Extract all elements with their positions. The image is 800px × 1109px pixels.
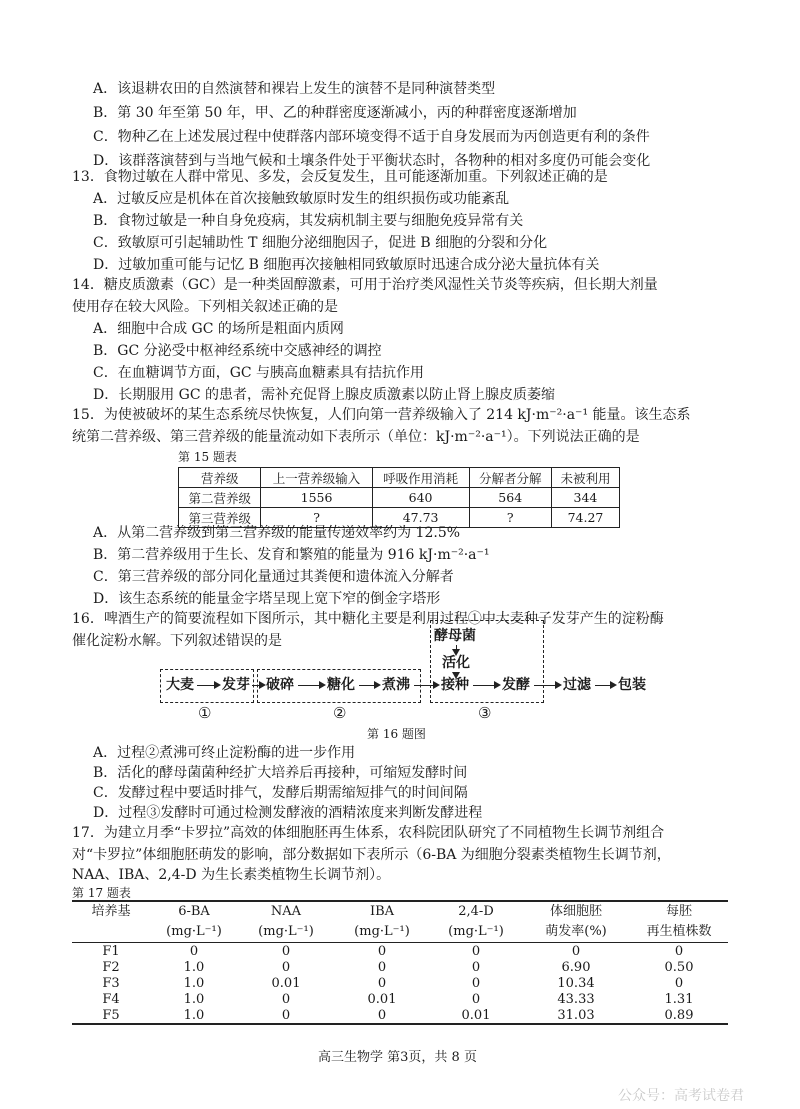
- q15-stem-line1: 15．为使被破坏的某生态系统尽快恢复，人们向第一营养级输入了 214 kJ·m⁻²·a⁻¹ 能量。该生态系: [72, 407, 691, 423]
- arrow-icon: [359, 685, 379, 686]
- table-cell: 47.73: [372, 508, 469, 528]
- q16-stem-line2: 催化淀粉水解。下列叙述错误的是: [72, 633, 282, 649]
- q17-stem-line2: 对“卡罗拉”体细胞胚萌发的影响，部分数据如下表所示（6-BA 为细胞分裂素类植物生长调节剂，: [72, 847, 671, 863]
- q17-stem-line3: NAA、IBA、2,4-D 为生长素类植物生长调节剂）。: [72, 867, 391, 883]
- flow-node-saccharify: 糖化: [327, 677, 355, 693]
- flow-node-package: 包装: [618, 677, 646, 693]
- flow-node-inoculate: 接种: [441, 677, 469, 693]
- q14-stem-line2: 使用存在较大风险。下列相关叙述正确的是: [72, 299, 338, 315]
- flow-node-yeast: 酵母菌: [434, 628, 476, 644]
- flow-node-crush: 破碎: [266, 677, 294, 693]
- table-cell: 344: [551, 488, 619, 508]
- table-cell: 31.03: [522, 1007, 630, 1024]
- table-cell: 0: [281, 991, 291, 1007]
- arrow-icon: [252, 685, 264, 686]
- table-row: [72, 1007, 728, 1024]
- flow-node-filter: 过滤: [563, 677, 591, 693]
- q13-stem: 13．食物过敏在人群中常见、多发，会反复发生，且可能逐渐加重。下列叙述正确的是: [72, 169, 608, 185]
- table-cell: F1: [102, 943, 120, 959]
- q12-option-c: C．物种乙在上述发展过程中使群落内部环境变得不适于自身发展而为丙创造更有利的条件: [93, 129, 650, 145]
- table-cell: 0: [377, 959, 387, 975]
- table-cell: 1556: [261, 488, 372, 508]
- table17-header-cell: (mg·L⁻¹): [150, 922, 238, 943]
- table-cell: 10.34: [557, 975, 595, 991]
- table-cell: F4: [102, 991, 120, 1007]
- table15: [178, 467, 620, 528]
- table17-header-cell: 每胚: [630, 901, 728, 922]
- table17-header-row: [72, 922, 728, 943]
- table17-header-cell: (mg·L⁻¹): [334, 922, 430, 943]
- q15-option-a: A．从第二营养级到第三营养级的能量传递效率约为 12.5%: [93, 525, 461, 541]
- table17-header-cell: 培养基: [72, 901, 150, 922]
- arrow-icon: [473, 685, 499, 686]
- table-cell: 0: [471, 959, 481, 975]
- table-cell: 0: [281, 943, 291, 959]
- arrow-icon: [534, 685, 560, 686]
- table-cell: 0: [471, 975, 481, 991]
- process-marker-1: ①: [198, 704, 212, 722]
- table-row: [72, 943, 728, 960]
- table15-caption: 第 15 题表: [178, 450, 237, 464]
- q16-option-a: A．过程②煮沸可终止淀粉酶的进一步作用: [93, 745, 356, 761]
- table-cell: 0: [571, 943, 581, 959]
- table-cell: 第二营养级: [179, 488, 261, 508]
- q16-option-d: D．过程③发酵时可通过检测发酵液的酒精浓度来判断发酵进程: [93, 805, 483, 821]
- q14-option-c: C．在血糖调节方面，GC 与胰高血糖素具有拮抗作用: [93, 365, 425, 381]
- q12-option-d: D．该群落演替到与当地气候和土壤条件处于平衡状态时，各物种的相对多度仍可能会变化: [93, 153, 651, 169]
- q15-option-d: D．该生态系统的能量金字塔呈现上宽下窄的倒金字塔形: [93, 591, 441, 607]
- table-cell: 0.50: [664, 959, 694, 975]
- q13-option-c: C．致敏原可引起辅助性 T 细胞分泌细胞因子，促进 B 细胞的分裂和分化: [93, 235, 548, 251]
- table-cell: 0.01: [367, 991, 397, 1007]
- flow-node-barley: 大麦: [166, 677, 194, 693]
- table17-caption: 第 17 题表: [72, 886, 131, 900]
- q12-option-b: B．第 30 年至第 50 年，甲、乙的种群密度逐渐减小，丙的种群密度逐渐增加: [93, 105, 577, 121]
- table-cell: F5: [72, 1007, 150, 1024]
- arrow-icon: [298, 685, 324, 686]
- table-cell: 0: [674, 975, 684, 991]
- table17-header-cell: 体细胞胚: [522, 901, 630, 922]
- q14-option-b: B．GC 分泌受中枢神经系统中交感神经的调控: [93, 343, 382, 359]
- q14-option-d: D．长期服用 GC 的患者，需补充促肾上腺皮质激素以防止肾上腺皮质萎缩: [93, 387, 556, 403]
- table17: [72, 900, 728, 1025]
- table15-header-cell: 分解者分解: [469, 468, 551, 488]
- table17-header-cell: 再生植株数: [630, 922, 728, 943]
- q16-stem-line1: 16．啤酒生产的简要流程如下图所示，其中糖化主要是利用过程①中大麦种子发芽产生的淀粉酶: [72, 611, 664, 627]
- q16-option-c: C．发酵过程中要适时排气，发酵后期需缩短排气的时间间隔: [93, 785, 468, 801]
- table-cell: 0: [377, 975, 387, 991]
- table-cell: 1.0: [183, 959, 205, 975]
- table-cell: 0.01: [430, 1007, 522, 1024]
- table-row: [72, 959, 728, 975]
- down-arrow-icon: [456, 645, 457, 654]
- table15-header-row: [179, 468, 620, 488]
- table-cell: 640: [372, 488, 469, 508]
- table-cell: 1.0: [183, 991, 205, 1007]
- table17-header-cell: 6-BA: [150, 901, 238, 922]
- q15-option-c: C．第三营养级的部分同化量通过其粪便和遗体流入分解者: [93, 569, 454, 585]
- table-cell: 0: [334, 1007, 430, 1024]
- q13-option-b: B．食物过敏是一种自身免疫病，其发病机制主要与细胞免疫异常有关: [93, 213, 524, 229]
- figure16-caption: 第 16 题图: [367, 727, 426, 741]
- table-row: [72, 975, 728, 991]
- table-cell: 第三营养级: [179, 508, 261, 528]
- flow-node-ferment: 发酵: [502, 677, 530, 693]
- q16-option-b: B．活化的酵母菌菌种经扩大培养后再接种，可缩短发酵时间: [93, 765, 468, 781]
- flow-node-boil: 煮沸: [382, 677, 410, 693]
- q15-option-b: B．第二营养级用于生长、发育和繁殖的能量为 916 kJ·m⁻²·a⁻¹: [93, 547, 490, 563]
- q17-stem-line1: 17．为建立月季“卡罗拉”高效的体细胞胚再生体系，农科院团队研究了不同植物生长调节剂组合: [72, 825, 665, 841]
- flow-node-germinate: 发芽: [222, 677, 250, 693]
- arrow-icon: [414, 685, 438, 686]
- table-cell: 1.31: [664, 991, 694, 1007]
- process-marker-3: ③: [478, 704, 492, 722]
- table-cell: 0: [674, 943, 684, 959]
- down-arrow-icon: [456, 672, 457, 677]
- table-cell: ?: [261, 508, 372, 528]
- q14-option-a: A．细胞中合成 GC 的场所是粗面内质网: [93, 321, 344, 337]
- process-marker-2: ②: [333, 704, 347, 722]
- table-cell: F2: [102, 959, 120, 975]
- q13-option-d: D．过敏加重可能与记忆 B 细胞再次接触相同致敏原时迅速合成分泌大量抗体有关: [93, 257, 600, 273]
- table-cell: 43.33: [557, 991, 595, 1007]
- q14-stem-line1: 14．糖皮质激素（GC）是一种类固醇激素，可用于治疗类风湿性关节炎等疾病，但长期大剂量: [72, 277, 658, 293]
- table-row: [72, 991, 728, 1007]
- table17-header-cell: NAA: [238, 901, 334, 922]
- table15-header-cell: 未被利用: [551, 468, 619, 488]
- table17-header-cell: (mg·L⁻¹): [238, 922, 334, 943]
- table-cell: 0: [189, 943, 199, 959]
- q12-option-a: A．该退耕农田的自然演替和裸岩上发生的演替不是同种演替类型: [93, 81, 496, 97]
- q15-stem-line2: 统第二营养级、第三营养级的能量流动如下表所示（单位：kJ·m⁻²·a⁻¹）。下列说法正确的是: [72, 429, 640, 445]
- table17-header-cell: 萌发率(%): [522, 922, 630, 943]
- arrow-icon: [197, 685, 219, 686]
- table-cell: 6.90: [561, 959, 591, 975]
- table15-header-cell: 上一营养级输入: [261, 468, 372, 488]
- page-footer: 高三生物学 第3页，共 8 页: [318, 1050, 477, 1065]
- table-cell: F3: [102, 975, 120, 991]
- flow-node-activate: 活化: [442, 655, 470, 671]
- table-cell: 0: [471, 991, 481, 1007]
- table-cell: 0.89: [630, 1007, 728, 1024]
- table-cell: 0.01: [271, 975, 301, 991]
- table-cell: 564: [469, 488, 551, 508]
- table-cell: 1.0: [183, 975, 205, 991]
- table-cell: 0: [377, 943, 387, 959]
- table17-header-cell: IBA: [334, 901, 430, 922]
- table-cell: ?: [469, 508, 551, 528]
- q13-option-a: A．过敏反应是机体在首次接触致敏原时发生的组织损伤或功能紊乱: [93, 191, 510, 207]
- arrow-icon: [595, 685, 615, 686]
- table17-header-cell: 2,4-D: [430, 901, 522, 922]
- table17-header-row: [72, 901, 728, 922]
- table17-header-cell: (mg·L⁻¹): [430, 922, 522, 943]
- table15-header-cell: 呼吸作用消耗: [372, 468, 469, 488]
- table-cell: 1.0: [150, 1007, 238, 1024]
- table15-header-cell: 营养级: [179, 468, 261, 488]
- table-cell: 74.27: [551, 508, 619, 528]
- table-cell: 0: [238, 1007, 334, 1024]
- watermark: 公众号：高考试卷君: [618, 1088, 744, 1104]
- table-cell: 0: [281, 959, 291, 975]
- table-row: [179, 488, 620, 508]
- table-cell: 0: [471, 943, 481, 959]
- table17-header-cell: [72, 922, 150, 943]
